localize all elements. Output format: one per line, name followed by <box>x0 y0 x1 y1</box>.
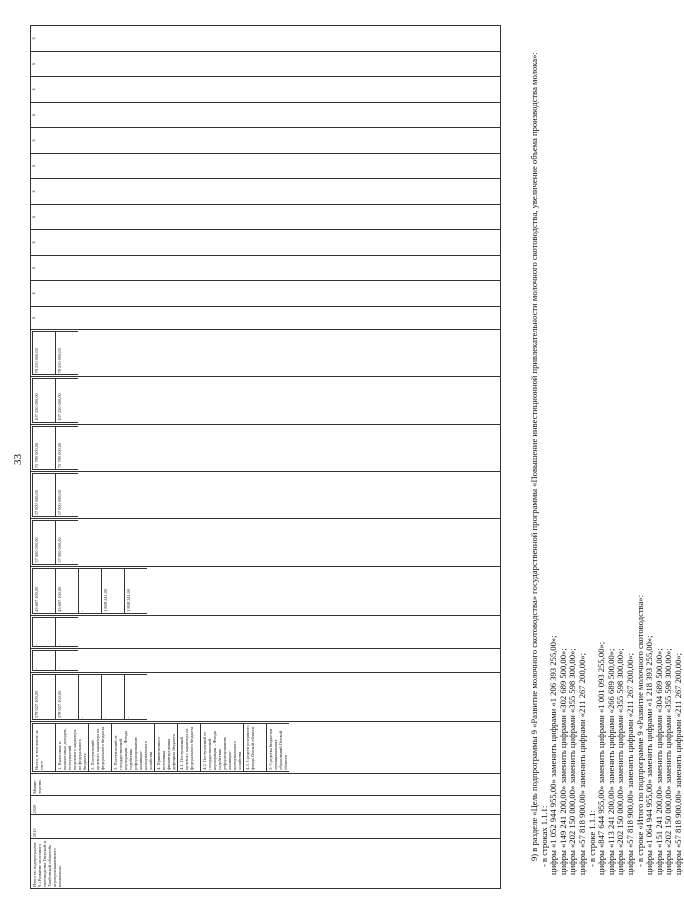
x-cell: x <box>31 306 501 330</box>
page-number: 33 <box>12 454 24 465</box>
section-label: - в строке «Итого по подпрограмме 9 «Развитие молочного скотоводства»: <box>634 594 645 867</box>
value-col-2016 <box>31 615 501 648</box>
value-cell: 107 250 000,00 <box>56 379 79 422</box>
value-cell: 37 000 000,00 <box>33 474 56 517</box>
x-cell: x <box>31 26 501 52</box>
value-col-2019 <box>31 472 501 519</box>
value-cell: 37 000 000,00 <box>56 521 79 564</box>
x-cell: x <box>31 179 501 205</box>
x-cell: x <box>31 281 501 307</box>
value-cell: 78 250 000,00 <box>33 332 56 375</box>
x-cell: x <box>31 230 501 256</box>
amendment-line: цифры «1 052 944 955,00» заменить цифрами «1 206 393 255,00»; <box>548 635 559 875</box>
value-col-2017 <box>31 566 501 615</box>
value-cell: 107 250 000,00 <box>33 379 56 422</box>
executor-cell: Минис- терство <box>31 773 501 795</box>
budget-table <box>30 0 501 889</box>
value-cell: - <box>56 617 79 646</box>
amendment-line: цифры «151 241 200,00» заменить цифрами «304 689 500,00»; <box>653 648 664 875</box>
x-cell: x <box>31 102 501 128</box>
amendment-line: цифры «202 150 000,00» заменить цифрами «355 598 300,00»; <box>615 648 626 875</box>
year-start-cell: 2015 <box>31 815 501 839</box>
value-cell: - <box>125 674 148 719</box>
value-cell: - <box>79 568 102 613</box>
value-cell: 75 780 000,00 <box>33 426 56 469</box>
value-cell: 78 250 000,00 <box>56 332 79 375</box>
x-cell: x <box>31 77 501 103</box>
value-cell: 378 927 100,00 <box>56 674 79 719</box>
amendment-line: цифры «149 241 200,00» заменить цифрами «302 689 500,00»; <box>557 648 568 875</box>
value-col-2021 <box>31 377 501 424</box>
amendment-line: цифры «113 241 200,00» заменить цифрами «266 689 500,00»; <box>605 648 616 875</box>
source-row: 1. Налоговые и неналоговых доходов, поступлений нецелевого характера из федерального бюджета <box>56 724 89 772</box>
amendment-line: цифры «202 150 000,00» заменить цифрами «355 598 300,00»; <box>567 648 578 875</box>
value-cell: 378 927 100,00 <box>33 674 56 719</box>
x-cell: x <box>31 51 501 77</box>
value-col-2020 <box>31 424 501 471</box>
source-row: 4.3. Средств резервного фонда Омской области <box>244 724 267 772</box>
value-col-2018 <box>31 519 501 566</box>
amendment-heading: 9) в разделе «Цель подпрограммы 9 «Развитие молочного скотоводства» государственной программы «Повышение инвестиционной привлекательности молочного скотоводства, увеличение объема производства молока»: <box>529 52 539 861</box>
value-cell: - <box>33 651 56 671</box>
source-row: 2. Поступлений целевого характера из федерального бюджета <box>89 724 112 772</box>
subprogram-total-cell: Итого по подпрограмме 9 «Развитие молочного скотоводства Тверской и Тамбовской областей» агропромышленного комплекса» <box>31 839 501 889</box>
x-cell: x <box>31 204 501 230</box>
x-cell: x <box>31 255 501 281</box>
year-end-cell: 2020 <box>31 795 501 815</box>
value-cell: 75 780 000,00 <box>56 426 79 469</box>
source-row: 4.2. Поступлений от государственной корпорации – Фонда содействия реформированию жилищно-коммунального хозяйства <box>201 724 244 772</box>
source-row: 4. Привлеченного источника финансирования дефицита бюджета <box>155 724 178 772</box>
value-cell: - <box>79 674 102 719</box>
sources-cell <box>31 722 501 774</box>
sources-head: Всего, в том числе за счет: <box>33 724 56 772</box>
value-cell: - <box>56 651 79 671</box>
source-row: 4.1. Поступлений целевого характера из федерального бюджета <box>178 724 201 772</box>
section-label: - в строке 1.1.1: <box>586 810 597 867</box>
amendment-line: цифры «847 644 955,00» заменить цифрами «1 001 093 255,00»; <box>596 641 607 875</box>
value-cell: 1 808 241,00 <box>125 568 148 613</box>
amendment-line: цифры «57 818 900,00» заменить цифрами «211 267 200,00»; <box>624 652 635 875</box>
value-col-2015 <box>31 649 501 673</box>
value-cell: 1 808 241,00 <box>102 568 125 613</box>
value-cell: 43 697 100,00 <box>33 568 56 613</box>
x-cell: x <box>31 153 501 179</box>
value-col-total <box>31 672 501 721</box>
amendment-line: цифры «1 064 944 955,00» заменить цифрами «1 218 393 255,00»; <box>644 635 655 875</box>
value-cell: - <box>102 674 125 719</box>
amendment-line: цифры «57 818 900,00» заменить цифрами «211 267 200,00»; <box>576 652 587 875</box>
value-col-2022 <box>31 330 501 377</box>
value-cell: 37 000 000,00 <box>33 521 56 564</box>
source-row: 3. Поступлений от государственной корпорации – Фонда содействия реформированию жилищно-коммунального хозяйства <box>112 724 155 772</box>
x-cell: x <box>31 128 501 154</box>
source-row: 5. Средства бюджетов муниципальных образований Омской области <box>267 724 290 772</box>
value-cell: 37 000 000,00 <box>56 474 79 517</box>
value-cell: - <box>33 617 56 646</box>
value-cell: 43 697 100,00 <box>56 568 79 613</box>
section-label: - в строках 1.1.1: <box>538 805 549 867</box>
amendment-line: цифры «57 818 900,00» заменить цифрами «211 267 200,00»; <box>672 652 683 875</box>
amendment-text <box>530 15 684 875</box>
amendment-line: цифры «202 150 000,00» заменить цифрами «355 598 300,00»; <box>663 648 674 875</box>
